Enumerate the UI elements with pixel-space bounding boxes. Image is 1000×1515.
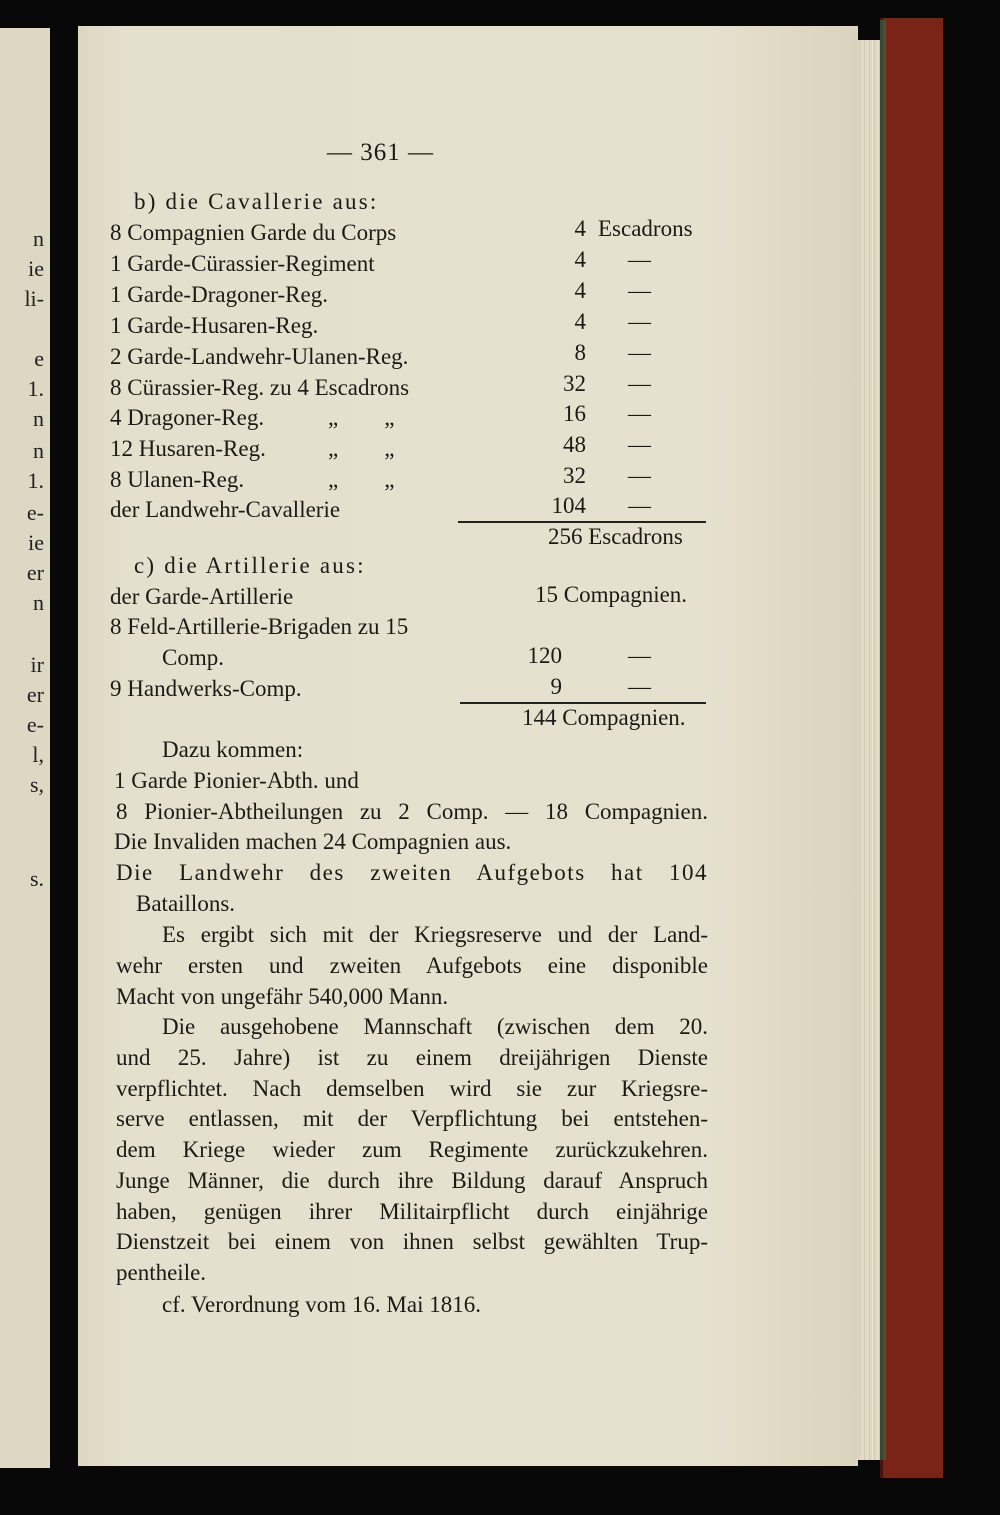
cavalry-row-count: 4: [574, 309, 586, 334]
paragraph-line: wehr ersten und zweiten Aufgebots eine disponible: [116, 953, 708, 978]
margin-fragment: e: [34, 346, 44, 371]
cover-endpaper: [880, 20, 886, 1460]
paragraph-line: verpflichtet. Nach demselben wird sie zur Kriegsre-: [116, 1076, 708, 1101]
extra-line: Bataillons.: [136, 891, 236, 916]
cavalry-row-count: 4: [574, 247, 586, 272]
margin-fragment: s.: [29, 866, 44, 891]
cavalry-row-unit: —: [628, 309, 651, 334]
margin-fragment: s,: [29, 772, 44, 797]
cavalry-row-label: 1 Garde-Cürassier-Regiment: [110, 251, 375, 276]
artillery-row-count: 9: [550, 674, 562, 699]
artillery-heading: c) die Artillerie aus:: [134, 553, 366, 578]
paragraph-line: pentheile.: [116, 1260, 207, 1285]
cavalry-row-label: 1 Garde-Husaren-Reg.: [110, 313, 319, 338]
cavalry-row-label: 8 Ulanen-Reg.: [110, 467, 245, 492]
artillery-row-continuation: Comp.: [162, 645, 224, 670]
artillery-row-unit: —: [628, 643, 651, 668]
artillery-row-label: 8 Feld-Artillerie-Brigaden zu 15: [110, 614, 409, 639]
margin-fragment: e-: [26, 500, 44, 525]
cavalry-row-label: 8 Cürassier-Reg. zu 4 Escadrons: [110, 375, 410, 400]
margin-fragment: li-: [24, 286, 44, 311]
cavalry-row-unit: —: [628, 432, 651, 457]
margin-fragment: e-: [26, 712, 44, 737]
paragraph-line: serve entlassen, mit der Verpflichtung bei entstehen-: [116, 1106, 708, 1131]
cavalry-row-unit: —: [628, 371, 651, 396]
cavalry-row-count: 8: [574, 340, 586, 365]
margin-fragment: l,: [32, 742, 44, 767]
margin-fragment: er: [26, 560, 44, 585]
margin-fragment: ie: [28, 256, 44, 281]
paragraph-line: Die ausgehobene Mannschaft (zwischen dem 20.: [162, 1014, 708, 1039]
extra-line: 8 Pionier-Abtheilungen zu 2 Comp. — 18 Compagnien.: [116, 799, 708, 824]
paragraph-line: Junge Männer, die durch ihre Bildung darauf Anspruch: [116, 1168, 708, 1193]
cavalry-row-unit: Escadrons: [598, 216, 693, 241]
artillery-row-unit: —: [628, 674, 651, 699]
extra-line: Die Landwehr des zweiten Aufgebots hat 104: [116, 860, 708, 885]
ditto-marks: „ „: [328, 436, 395, 461]
cavalry-row-label: 8 Compagnien Garde du Corps: [110, 220, 397, 245]
margin-fragment: 1.: [27, 468, 44, 493]
artillery-total: 144 Compagnien.: [522, 705, 686, 730]
cavalry-total: 256 Escadrons: [548, 524, 683, 549]
margin-fragment: n: [33, 590, 44, 615]
extra-line: 1 Garde Pionier-Abth. und: [114, 768, 359, 793]
paragraph-line: Macht von ungefähr 540,000 Mann.: [116, 984, 449, 1009]
cavalry-row-unit: —: [628, 401, 651, 426]
cavalry-row-unit: —: [628, 493, 651, 518]
margin-fragment: er: [26, 682, 44, 707]
cavalry-row-unit: —: [628, 463, 651, 488]
book-cover: [880, 18, 943, 1478]
artillery-row-label: der Garde-Artillerie: [110, 584, 294, 609]
sum-rule: [460, 702, 706, 704]
cavalry-row-count: 4: [574, 278, 586, 303]
artillery-row-label: 9 Handwerks-Comp.: [110, 676, 302, 701]
facing-page-edge: [0, 28, 50, 1468]
cavalry-row-count: 48: [563, 432, 586, 457]
extra-line: Die Invaliden machen 24 Compagnien aus.: [114, 829, 512, 854]
cavalry-row-label: der Landwehr-Cavallerie: [110, 497, 341, 522]
margin-fragment: n: [33, 226, 44, 251]
artillery-row-value: 15 Compagnien.: [535, 582, 688, 607]
extra-intro: Dazu kommen:: [162, 737, 304, 762]
margin-fragment: n: [33, 406, 44, 431]
paragraph-line: und 25. Jahre) ist zu einem dreijährigen Dienste: [116, 1045, 708, 1070]
paragraph-line: Dienstzeit bei einem von ihnen selbst gewählten Trup-: [116, 1229, 708, 1254]
paragraph-line: dem Kriege wieder zum Regimente zurückzukehren.: [116, 1137, 708, 1162]
sum-rule: [458, 521, 706, 523]
paragraph-line: Es ergibt sich mit der Kriegsreserve und der Land-: [162, 922, 708, 947]
ditto-marks: „ „: [328, 467, 395, 492]
cavalry-row-count: 32: [563, 463, 586, 488]
paragraph-line: haben, genügen ihrer Militairpflicht durch einjährige: [116, 1199, 708, 1224]
margin-fragment: ir: [30, 652, 44, 677]
cavalry-row-count: 32: [563, 371, 586, 396]
cavalry-row-unit: —: [628, 340, 651, 365]
cavalry-row-label: 1 Garde-Dragoner-Reg.: [110, 282, 328, 307]
margin-fragment: n: [33, 438, 44, 463]
cavalry-row-count: 4: [574, 216, 586, 241]
cavalry-row-label: 4 Dragoner-Reg.: [110, 405, 265, 430]
page-number: — 361 —: [327, 139, 434, 166]
margin-fragment: 1.: [27, 376, 44, 401]
ditto-marks: „ „: [328, 405, 395, 430]
margin-fragment: ie: [28, 530, 44, 555]
cavalry-row-unit: —: [628, 278, 651, 303]
artillery-row-count: 120: [527, 643, 562, 668]
cavalry-row-count: 16: [563, 401, 586, 426]
cavalry-heading: b) die Cavallerie aus:: [134, 189, 379, 214]
cavalry-row-count: 104: [551, 493, 586, 518]
cavalry-row-unit: —: [628, 247, 651, 272]
reference-line: cf. Verordnung vom 16. Mai 1816.: [162, 1292, 481, 1317]
cavalry-row-label: 12 Husaren-Reg.: [110, 436, 266, 461]
cavalry-row-label: 2 Garde-Landwehr-Ulanen-Reg.: [110, 344, 409, 369]
